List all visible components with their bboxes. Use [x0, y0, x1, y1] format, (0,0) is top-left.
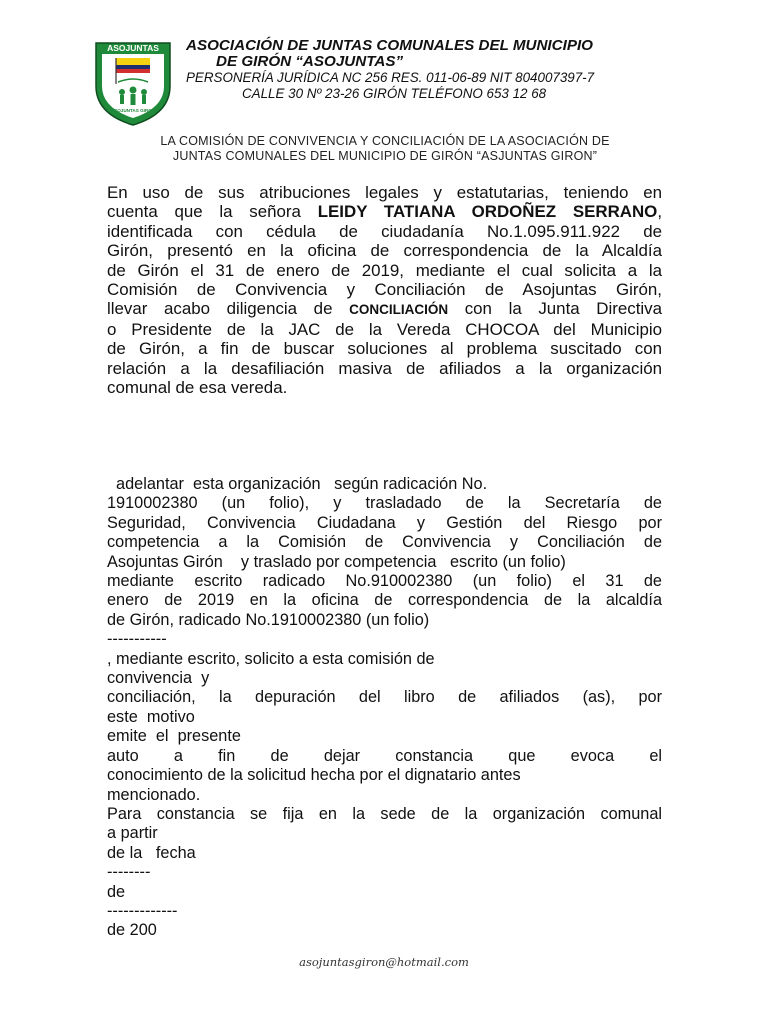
- text-line: de 200: [107, 921, 157, 940]
- text-line: Para constancia se fija en la sede de la organización comunal: [107, 804, 662, 823]
- text-line: de: [107, 882, 126, 901]
- org-name-line1: ASOCIACIÓN DE JUNTAS COMUNALES DEL MUNICIPIO: [186, 37, 593, 54]
- text-line: enero de 2019 en la oficina de correspondencia de la alcaldía: [107, 591, 662, 610]
- text-line: a partir: [107, 824, 158, 843]
- person-name: LEIDY TATIANA ORDOÑEZ SERRANO: [317, 202, 658, 222]
- legal-id-line: PERSONERÍA JURÍDICA NC 256 RES. 011-06-89 NIT 804007397-7: [186, 70, 595, 85]
- logo-top-text: ASOJUNTAS: [107, 43, 159, 53]
- text-line: cuenta que la señora LEIDY TATIANA ORDOÑEZ SERRANO,: [107, 202, 663, 222]
- text-line: Girón, presentó en la oficina de correspondencia de la Alcaldía: [107, 241, 662, 261]
- text-line: Comisión de Convivencia y Conciliación de Asojuntas Girón,: [107, 280, 662, 300]
- address-line: CALLE 30 Nº 23-26 GIRÓN TELÉFONO 653 12 68: [242, 86, 547, 101]
- text-line: 1910002380 (un folio), y trasladado de la Secretaría de: [107, 494, 662, 513]
- commission-title-line1: LA COMISIÓN DE CONVIVENCIA Y CONCILIACIÓN DE LA ASOCIACIÓN DE: [160, 134, 610, 148]
- text-line: , mediante escrito, solicito a esta comisión de: [107, 649, 435, 668]
- text-line: Asojuntas Girón y traslado por competencia escrito (un folio): [107, 552, 566, 571]
- text-line: competencia a la Comisión de Convivencia y Conciliación de: [107, 533, 662, 552]
- paragraph-resolution: [107, 475, 662, 941]
- commission-title: [100, 134, 670, 164]
- text-line: mediante escrito radicado No.910002380 (un folio) el 31 de: [107, 572, 662, 591]
- text-line: -----------: [107, 630, 167, 649]
- text-line: comunal de esa vereda.: [107, 378, 288, 398]
- text-line: conciliación, la depuración del libro de afiliados (as), por: [107, 688, 662, 707]
- text-line: convivencia y: [107, 669, 210, 688]
- text-line: de Girón, a fin de buscar soluciones al problema suscitado con: [107, 339, 662, 359]
- text-line: este motivo: [107, 707, 195, 726]
- paragraph-intro: [107, 183, 662, 397]
- text-line: de Girón el 31 de enero de 2019, mediante el cual solicita a la: [107, 260, 662, 280]
- text-line: --------: [107, 863, 151, 882]
- text-line: mencionado.: [107, 785, 201, 804]
- commission-title-line2: JUNTAS COMUNALES DEL MUNICIPIO DE GIRÓN “ASJUNTAS GIRON”: [172, 149, 598, 163]
- text-line: auto a fin de dejar constancia que evoca el: [107, 746, 662, 765]
- org-name-line2: DE GIRÓN “ASOJUNTAS”: [216, 53, 404, 70]
- text-line: llevar acabo diligencia de CONCILIACIÓN con la Junta Directiva: [107, 299, 662, 319]
- text-line: identificada con cédula de ciudadanía No.1.095.911.922 de: [107, 221, 662, 241]
- text-line: o Presidente de la JAC de la Vereda CHOCOA del Municipio: [107, 319, 662, 339]
- asojuntas-logo: [94, 40, 172, 126]
- text-line: relación a la desafiliación masiva de afiliados a la organización: [107, 358, 662, 378]
- text-line: de Girón, radicado No.1910002380 (un folio): [107, 610, 430, 629]
- logo-bottom-text: ASOJUNTAS GIRON: [110, 108, 156, 113]
- text-line: -------------: [107, 901, 178, 920]
- text-line: emite el presente: [107, 727, 241, 746]
- conciliation-keyword: CONCILIACIÓN: [349, 302, 449, 318]
- text-line: de la fecha: [107, 843, 196, 862]
- text-line: adelantar esta organización según radicación No.: [107, 475, 488, 493]
- text-line: conocimiento de la solicitud hecha por el dignatario antes: [107, 766, 521, 785]
- text-line: En uso de sus atribuciones legales y estatutarias, teniendo en: [107, 183, 662, 202]
- letterhead: [186, 37, 676, 102]
- footer-email: asojuntasgiron@hotmail.com: [299, 955, 469, 969]
- text-line: Seguridad, Convivencia Ciudadana y Gestión del Riesgo por: [107, 513, 662, 532]
